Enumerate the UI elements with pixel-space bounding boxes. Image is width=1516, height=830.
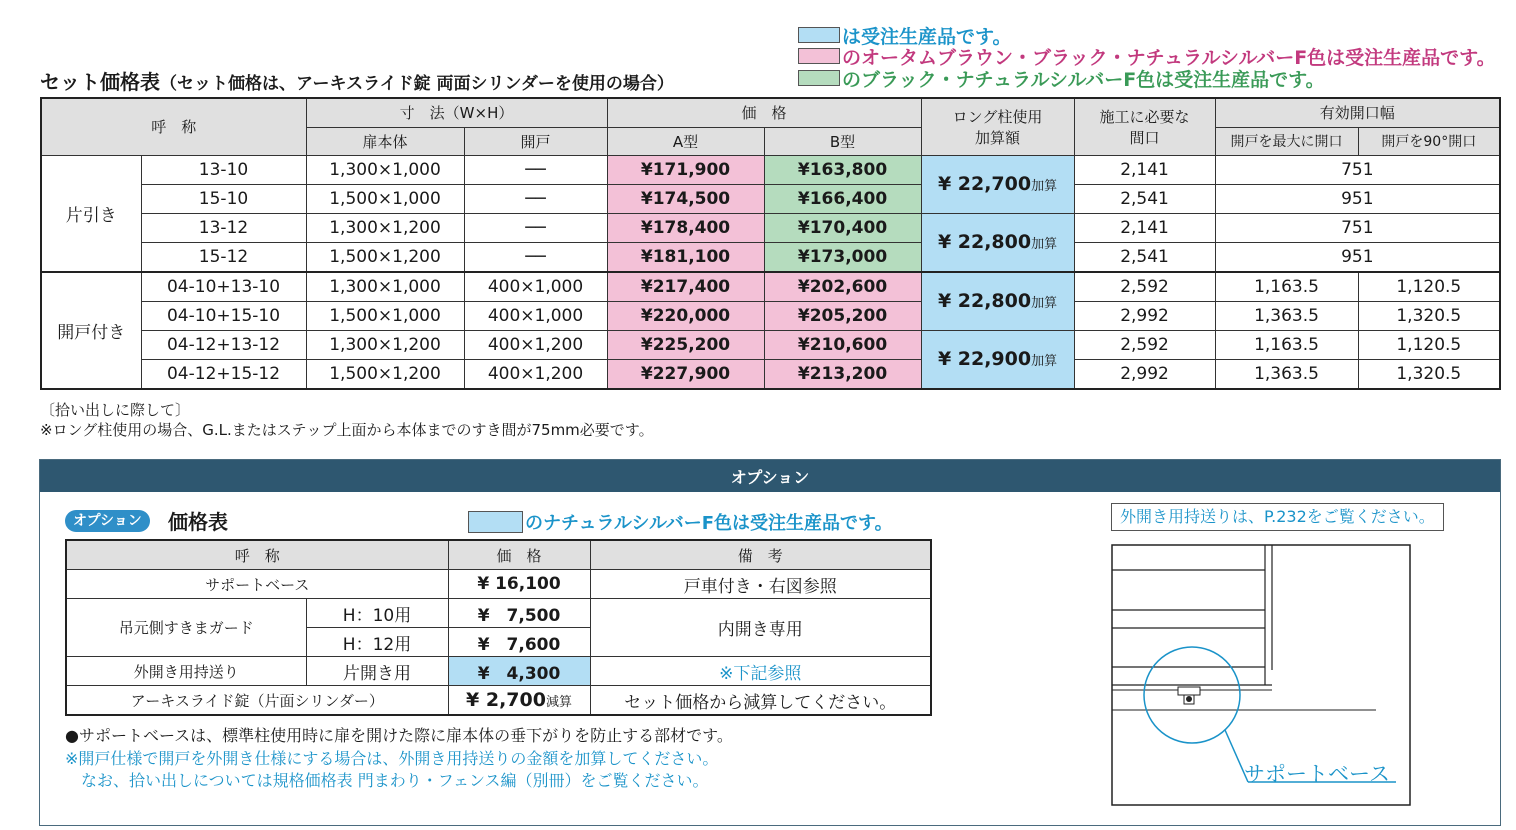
option-row bbox=[66, 657, 931, 686]
row-max-open: 1,163.5 bbox=[1215, 330, 1358, 359]
header-max-open: 開戸を最大に開口 bbox=[1215, 127, 1358, 155]
row-door-size: ── bbox=[464, 213, 607, 242]
header-type-b: B型 bbox=[764, 127, 921, 155]
row-door-size: ── bbox=[464, 242, 607, 272]
row-required-width: 2,141 bbox=[1074, 213, 1215, 242]
row-effective: 751 bbox=[1215, 155, 1500, 184]
legend-row-green bbox=[798, 67, 1325, 89]
row-open-90: 1,320.5 bbox=[1358, 301, 1500, 330]
row-price-b: ¥173,000 bbox=[764, 242, 921, 272]
row-body-size: 1,500×1,000 bbox=[306, 301, 464, 330]
group-label-with-door: 開戸付き bbox=[41, 272, 141, 389]
header-door-body: 扉本体 bbox=[306, 127, 464, 155]
row-door-size: 400×1,000 bbox=[464, 301, 607, 330]
option-price: ¥ 4,300 bbox=[448, 657, 590, 686]
row-code: 04-12+13-12 bbox=[141, 330, 306, 359]
row-price-b: ¥202,600 bbox=[764, 272, 921, 302]
row-price-a: ¥181,100 bbox=[607, 242, 764, 272]
support-base-label: サポートベース bbox=[1244, 762, 1390, 786]
row-price-a: ¥174,500 bbox=[607, 184, 764, 213]
option-legend bbox=[468, 509, 893, 535]
option-remark: 内開き専用 bbox=[590, 599, 931, 657]
row-required-width: 2,592 bbox=[1074, 330, 1215, 359]
row-body-size: 1,300×1,200 bbox=[306, 330, 464, 359]
legend-swatch-cyan bbox=[798, 27, 840, 43]
row-effective: 951 bbox=[1215, 242, 1500, 272]
option-title: 価格表 bbox=[168, 510, 228, 534]
table-row bbox=[41, 301, 1500, 330]
row-price-a: ¥220,000 bbox=[607, 301, 764, 330]
row-body-size: 1,500×1,200 bbox=[306, 242, 464, 272]
header-name: 呼 称 bbox=[41, 98, 306, 155]
table-row bbox=[41, 213, 1500, 242]
row-price-a: ¥217,400 bbox=[607, 272, 764, 302]
notes-long-post: ※ロング柱使用の場合、G.L.またはステップ上面から本体までのすき間が75mm必要です。 bbox=[40, 421, 654, 439]
row-required-width: 2,541 bbox=[1074, 184, 1215, 213]
option-row bbox=[66, 570, 931, 599]
row-code: 04-12+15-12 bbox=[141, 359, 306, 389]
option-pill: オプション bbox=[65, 510, 150, 532]
legend-text: のブラック・ナチュラルシルバーF色は受注生産品です。 bbox=[842, 68, 1325, 91]
option-sub: H：12用 bbox=[306, 628, 448, 657]
option-price: ¥ 2,700減算 bbox=[448, 686, 590, 716]
row-code: 13-10 bbox=[141, 155, 306, 184]
table-row bbox=[41, 155, 1500, 184]
option-header-price: 価 格 bbox=[448, 540, 590, 570]
header-door-open: 開戸 bbox=[464, 127, 607, 155]
set-table-title: セット価格表 bbox=[40, 70, 160, 94]
option-price-table bbox=[65, 539, 932, 716]
option-note-3: なお、拾い出しについては規格価格表 門まわり・フェンス編（別冊）をご覧ください。 bbox=[65, 771, 709, 790]
row-price-b: ¥210,600 bbox=[764, 330, 921, 359]
legend-swatch-pink bbox=[798, 48, 840, 64]
option-remark: セット価格から減算してください。 bbox=[590, 686, 931, 716]
row-door-size: ── bbox=[464, 155, 607, 184]
row-price-a: ¥178,400 bbox=[607, 213, 764, 242]
notes-heading: 〔拾い出しに際して〕 bbox=[40, 401, 191, 419]
legend-text: のオータムブラウン・ブラック・ナチュラルシルバーF色は受注生産品です。 bbox=[842, 46, 1496, 69]
option-row bbox=[66, 686, 931, 716]
row-price-b: ¥166,400 bbox=[764, 184, 921, 213]
header-size: 寸 法（W×H） bbox=[306, 98, 607, 127]
row-open-90: 1,120.5 bbox=[1358, 330, 1500, 359]
set-table-title-block bbox=[40, 66, 674, 95]
row-code: 04-10+15-10 bbox=[141, 301, 306, 330]
row-price-b: ¥213,200 bbox=[764, 359, 921, 389]
option-name: サポートベース bbox=[66, 570, 448, 599]
row-price-b: ¥163,800 bbox=[764, 155, 921, 184]
header-price: 価 格 bbox=[607, 98, 921, 127]
row-code: 13-12 bbox=[141, 213, 306, 242]
row-effective: 951 bbox=[1215, 184, 1500, 213]
table-row bbox=[41, 242, 1500, 272]
option-name: 吊元側すきまガード bbox=[66, 599, 306, 657]
row-required-width: 2,541 bbox=[1074, 242, 1215, 272]
row-required-width: 2,592 bbox=[1074, 272, 1215, 302]
row-required-width: 2,992 bbox=[1074, 301, 1215, 330]
row-body-size: 1,500×1,000 bbox=[306, 184, 464, 213]
row-price-b: ¥170,400 bbox=[764, 213, 921, 242]
row-door-size: 400×1,200 bbox=[464, 330, 607, 359]
row-body-size: 1,500×1,200 bbox=[306, 359, 464, 389]
row-max-open: 1,363.5 bbox=[1215, 301, 1358, 330]
row-body-size: 1,300×1,000 bbox=[306, 272, 464, 302]
row-code: 04-10+13-10 bbox=[141, 272, 306, 302]
option-sub: H：10用 bbox=[306, 599, 448, 628]
option-name: 外開き用持送り bbox=[66, 657, 306, 686]
table-row bbox=[41, 330, 1500, 359]
row-code: 15-10 bbox=[141, 184, 306, 213]
header-long-post: ロング柱使用 加算額 bbox=[921, 98, 1074, 155]
legend-text: は受注生産品です。 bbox=[842, 25, 1012, 48]
option-legend-swatch bbox=[468, 511, 523, 533]
option-remark: 戸車付き・右図参照 bbox=[590, 570, 931, 599]
row-price-a: ¥227,900 bbox=[607, 359, 764, 389]
header-required-width: 施工に必要な 間口 bbox=[1074, 98, 1215, 155]
option-note-2: ※開戸仕様で開戸を外開き仕様にする場合は、外開き用持送りの金額を加算してください。 bbox=[65, 749, 719, 768]
row-price-a: ¥225,200 bbox=[607, 330, 764, 359]
long-add-4: ¥ 22,900加算 bbox=[921, 330, 1074, 389]
row-open-90: 1,120.5 bbox=[1358, 272, 1500, 302]
table-row bbox=[41, 184, 1500, 213]
row-required-width: 2,992 bbox=[1074, 359, 1215, 389]
set-table-subtitle: （セット価格は、アーキスライド錠 両面シリンダーを使用の場合） bbox=[160, 74, 674, 94]
long-add-3: ¥ 22,800加算 bbox=[921, 272, 1074, 331]
row-required-width: 2,141 bbox=[1074, 155, 1215, 184]
table-row bbox=[41, 272, 1500, 302]
option-name: アーキスライド錠（片面シリンダー） bbox=[66, 686, 448, 716]
row-price-a: ¥171,900 bbox=[607, 155, 764, 184]
option-header-name: 呼 称 bbox=[66, 540, 448, 570]
option-remark: ※下記参照 bbox=[590, 657, 931, 686]
reference-box: 外開き用持送りは、P.232をご覧ください。 bbox=[1111, 503, 1444, 531]
option-legend-text: のナチュラルシルバーF色は受注生産品です。 bbox=[525, 513, 893, 534]
long-add-1: ¥ 22,700加算 bbox=[921, 155, 1074, 213]
row-open-90: 1,320.5 bbox=[1358, 359, 1500, 389]
option-price: ¥ 7,500 bbox=[448, 599, 590, 628]
header-effective-width: 有効開口幅 bbox=[1215, 98, 1500, 127]
header-type-a: A型 bbox=[607, 127, 764, 155]
row-body-size: 1,300×1,000 bbox=[306, 155, 464, 184]
row-max-open: 1,363.5 bbox=[1215, 359, 1358, 389]
row-price-b: ¥205,200 bbox=[764, 301, 921, 330]
row-door-size: 400×1,000 bbox=[464, 272, 607, 302]
option-header-bar: オプション bbox=[40, 460, 1500, 492]
option-sub: 片開き用 bbox=[306, 657, 448, 686]
set-price-table bbox=[40, 97, 1501, 390]
row-code: 15-12 bbox=[141, 242, 306, 272]
row-door-size: ── bbox=[464, 184, 607, 213]
row-body-size: 1,300×1,200 bbox=[306, 213, 464, 242]
option-note-1: ●サポートベースは、標準柱使用時に扉を開けた際に扉本体の垂下がりを防止する部材です。 bbox=[65, 726, 733, 745]
row-door-size: 400×1,200 bbox=[464, 359, 607, 389]
row-max-open: 1,163.5 bbox=[1215, 272, 1358, 302]
option-header-remark: 備 考 bbox=[590, 540, 931, 570]
legend-swatch-green bbox=[798, 70, 840, 86]
row-effective: 751 bbox=[1215, 213, 1500, 242]
long-add-2: ¥ 22,800加算 bbox=[921, 213, 1074, 272]
header-open-90: 開戸を90°開口 bbox=[1358, 127, 1500, 155]
option-price: ¥ 16,100 bbox=[448, 570, 590, 599]
option-row bbox=[66, 599, 931, 628]
table-row bbox=[41, 359, 1500, 389]
option-price: ¥ 7,600 bbox=[448, 628, 590, 657]
group-label-sliding: 片引き bbox=[41, 155, 141, 272]
